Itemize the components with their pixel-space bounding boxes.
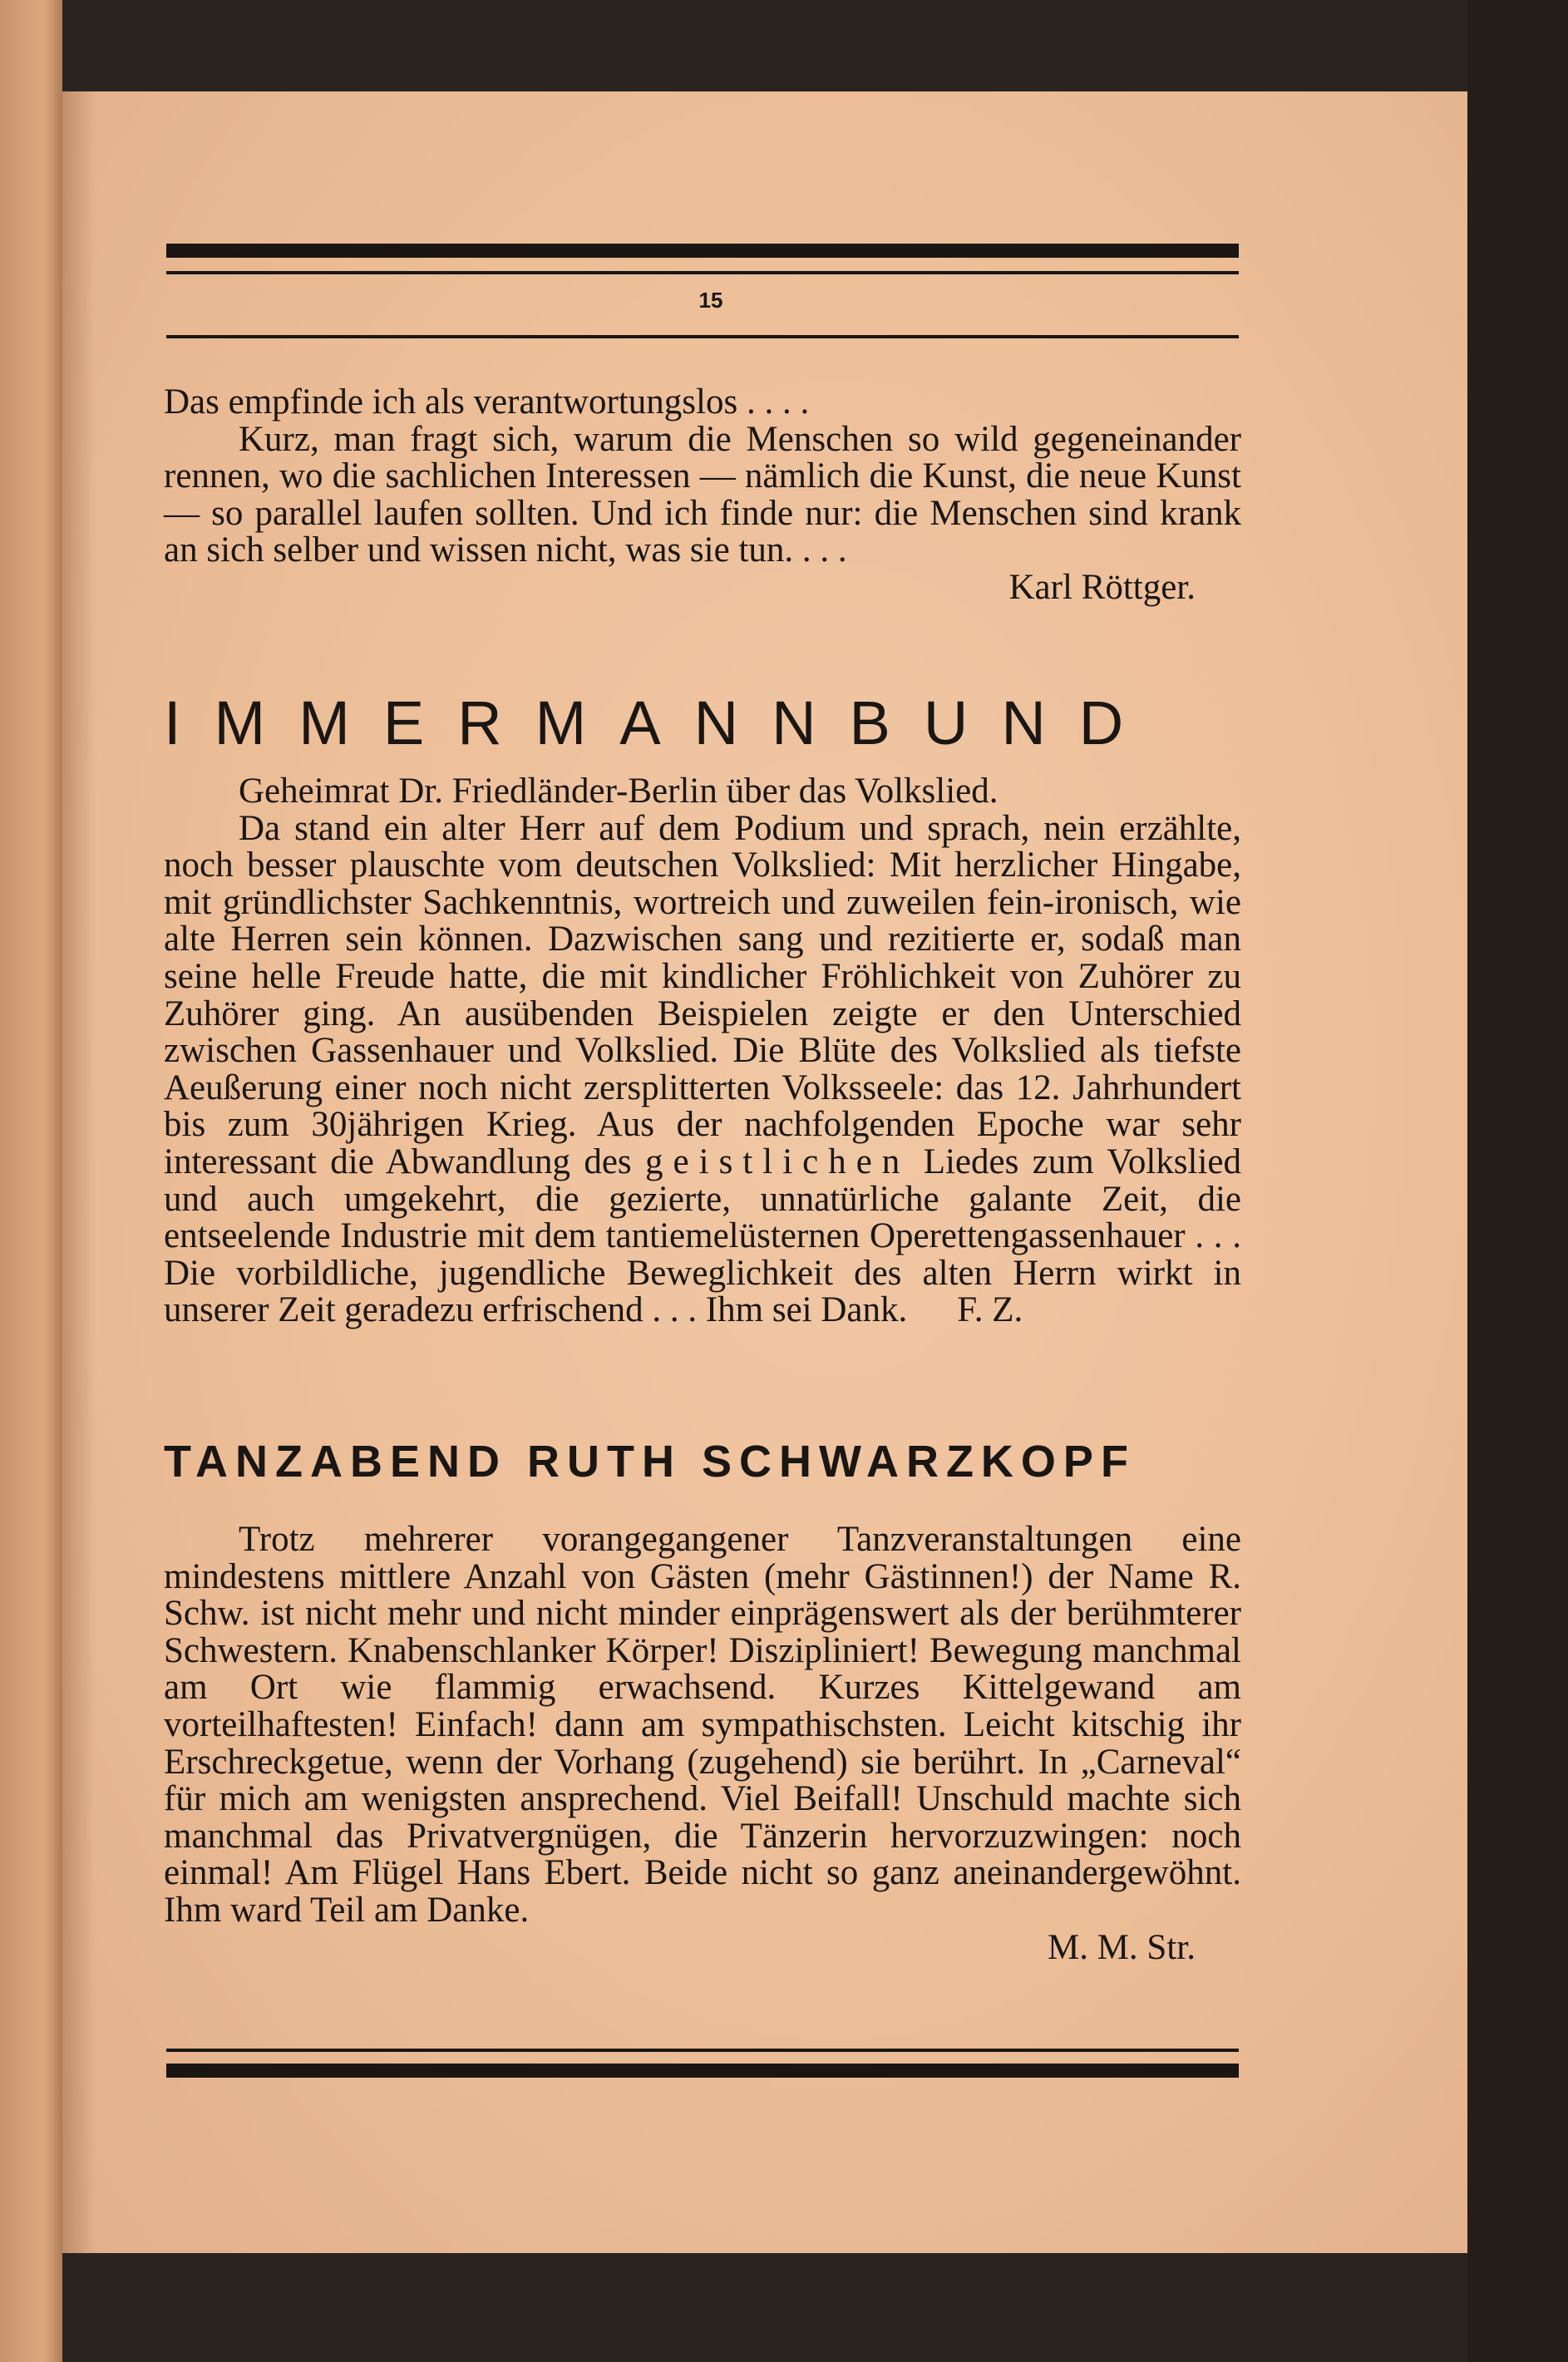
header-rule-thick: [166, 244, 1239, 258]
footer-rule-thick: [166, 2064, 1239, 2078]
section-heading-tanzabend: TANZABEND RUTH SCHWARZKOPF: [164, 1437, 1136, 1487]
immermannbund-body-part1: Da stand ein alter Herr auf dem Podium und sprach, nein erzählte, noch besser plauschte vom deutschen Volkslied: Mit herzlicher Hingabe, mit gründlichster Sachkenntnis, wortreich und zuweilen fein-ironisch, wie alte Herren sein können. Dazwischen sang und rezitierte er, sodaß man seine helle Freude hatte, die mit kindlicher Fröhlichkeit von Zuhörer zu Zuhörer ging. An ausübenden Beispielen zeigte er den Unterschied zwischen Gassenhauer und Volkslied. Die Blüte des Volkslied als tiefste Aeußerung einer noch nicht zersplitterten Volksseele: das 12. Jahrhundert bis zum 30jährigen Krieg. Aus der nachfolgenden Epoche war sehr interessant die Abwandlung des: [164, 808, 1241, 1181]
header-rule-bottom: [166, 335, 1239, 338]
tanzabend-block: [164, 1521, 1241, 1966]
immermannbund-body: [164, 808, 1242, 1330]
intro-line-1: Das empfinde ich als verantwortungslos . . . .: [164, 382, 810, 422]
tanzabend-signature: M. M. Str.: [1047, 1927, 1196, 1967]
tanzabend-body: Trotz mehrerer vorangegangener Tanzveranstaltungen eine mindestens mittlere Anzahl von Gästen (mehr Gästinnen!) der Name R. Schw. ist nicht mehr und nicht minder einprägenswert als der berühmterer Schwestern. Knabenschlanker Körper! Diszipliniert! Bewegung manchmal am Ort wie flammig erwachsend. Kurzes Kittelgewand am vorteilhaftesten! Einfach! dann am sympathischsten. Leicht kitschig ihr Erschreckgetue, wenn der Vorhang (zugehend) sie berührt. In „Carneval“ für mich am wenigsten ansprechend. Viel Beifall! Unschuld machte sich manchmal das Privatvergnügen, die Tänzerin hervorzuzwingen: noch einmal! Am Flügel Hans Ebert. Beide nicht so ganz aneinandergewöhnt. Ihm ward Teil am Danke.: [164, 1520, 1241, 1930]
header-rule-thin: [166, 271, 1239, 274]
gutter-shadow: [62, 91, 96, 2253]
immermannbund-body-part2: Liedes zum Volkslied und auch umgekehrt, die gezierte, unnatürliche galante Zeit, die entseelende Industrie mit dem tantiemelüsternen Operettengassenhauer . . . Die vorbildliche, jugendliche Beweglichkeit des alten Herrn wirkt in unserer Zeit geradezu erfrischend . . . Ihm sei Dank.: [164, 1142, 1242, 1330]
section-heading-immermannbund: IMMERMANNBUND: [164, 688, 1157, 757]
spaced-word-geistlichen: geistlichen: [645, 1142, 910, 1181]
facing-page-edge: [0, 0, 62, 2362]
intro-signature: Karl Röttger.: [1008, 567, 1196, 607]
scan-background: [1467, 0, 1568, 2362]
page-number: 15: [698, 288, 723, 313]
immermannbund-subtitle: Geheimrat Dr. Friedländer-Berlin über das Volkslied.: [239, 772, 998, 811]
immermannbund-block: [164, 773, 1241, 1329]
footer-rule-thin: [166, 2049, 1239, 2052]
intro-paragraph: Kurz, man fragt sich, warum die Menschen so wild gegeneinander rennen, wo die sachlichen Interessen — nämlich die Kunst, die neue Kunst — so parallel laufen sollten. Und ich finde nur: die Menschen sind krank an sich selber und wissen nicht, was sie tun. . . .: [164, 419, 1241, 570]
intro-block: [164, 384, 1241, 607]
immermannbund-signature: F. Z.: [957, 1290, 1023, 1330]
